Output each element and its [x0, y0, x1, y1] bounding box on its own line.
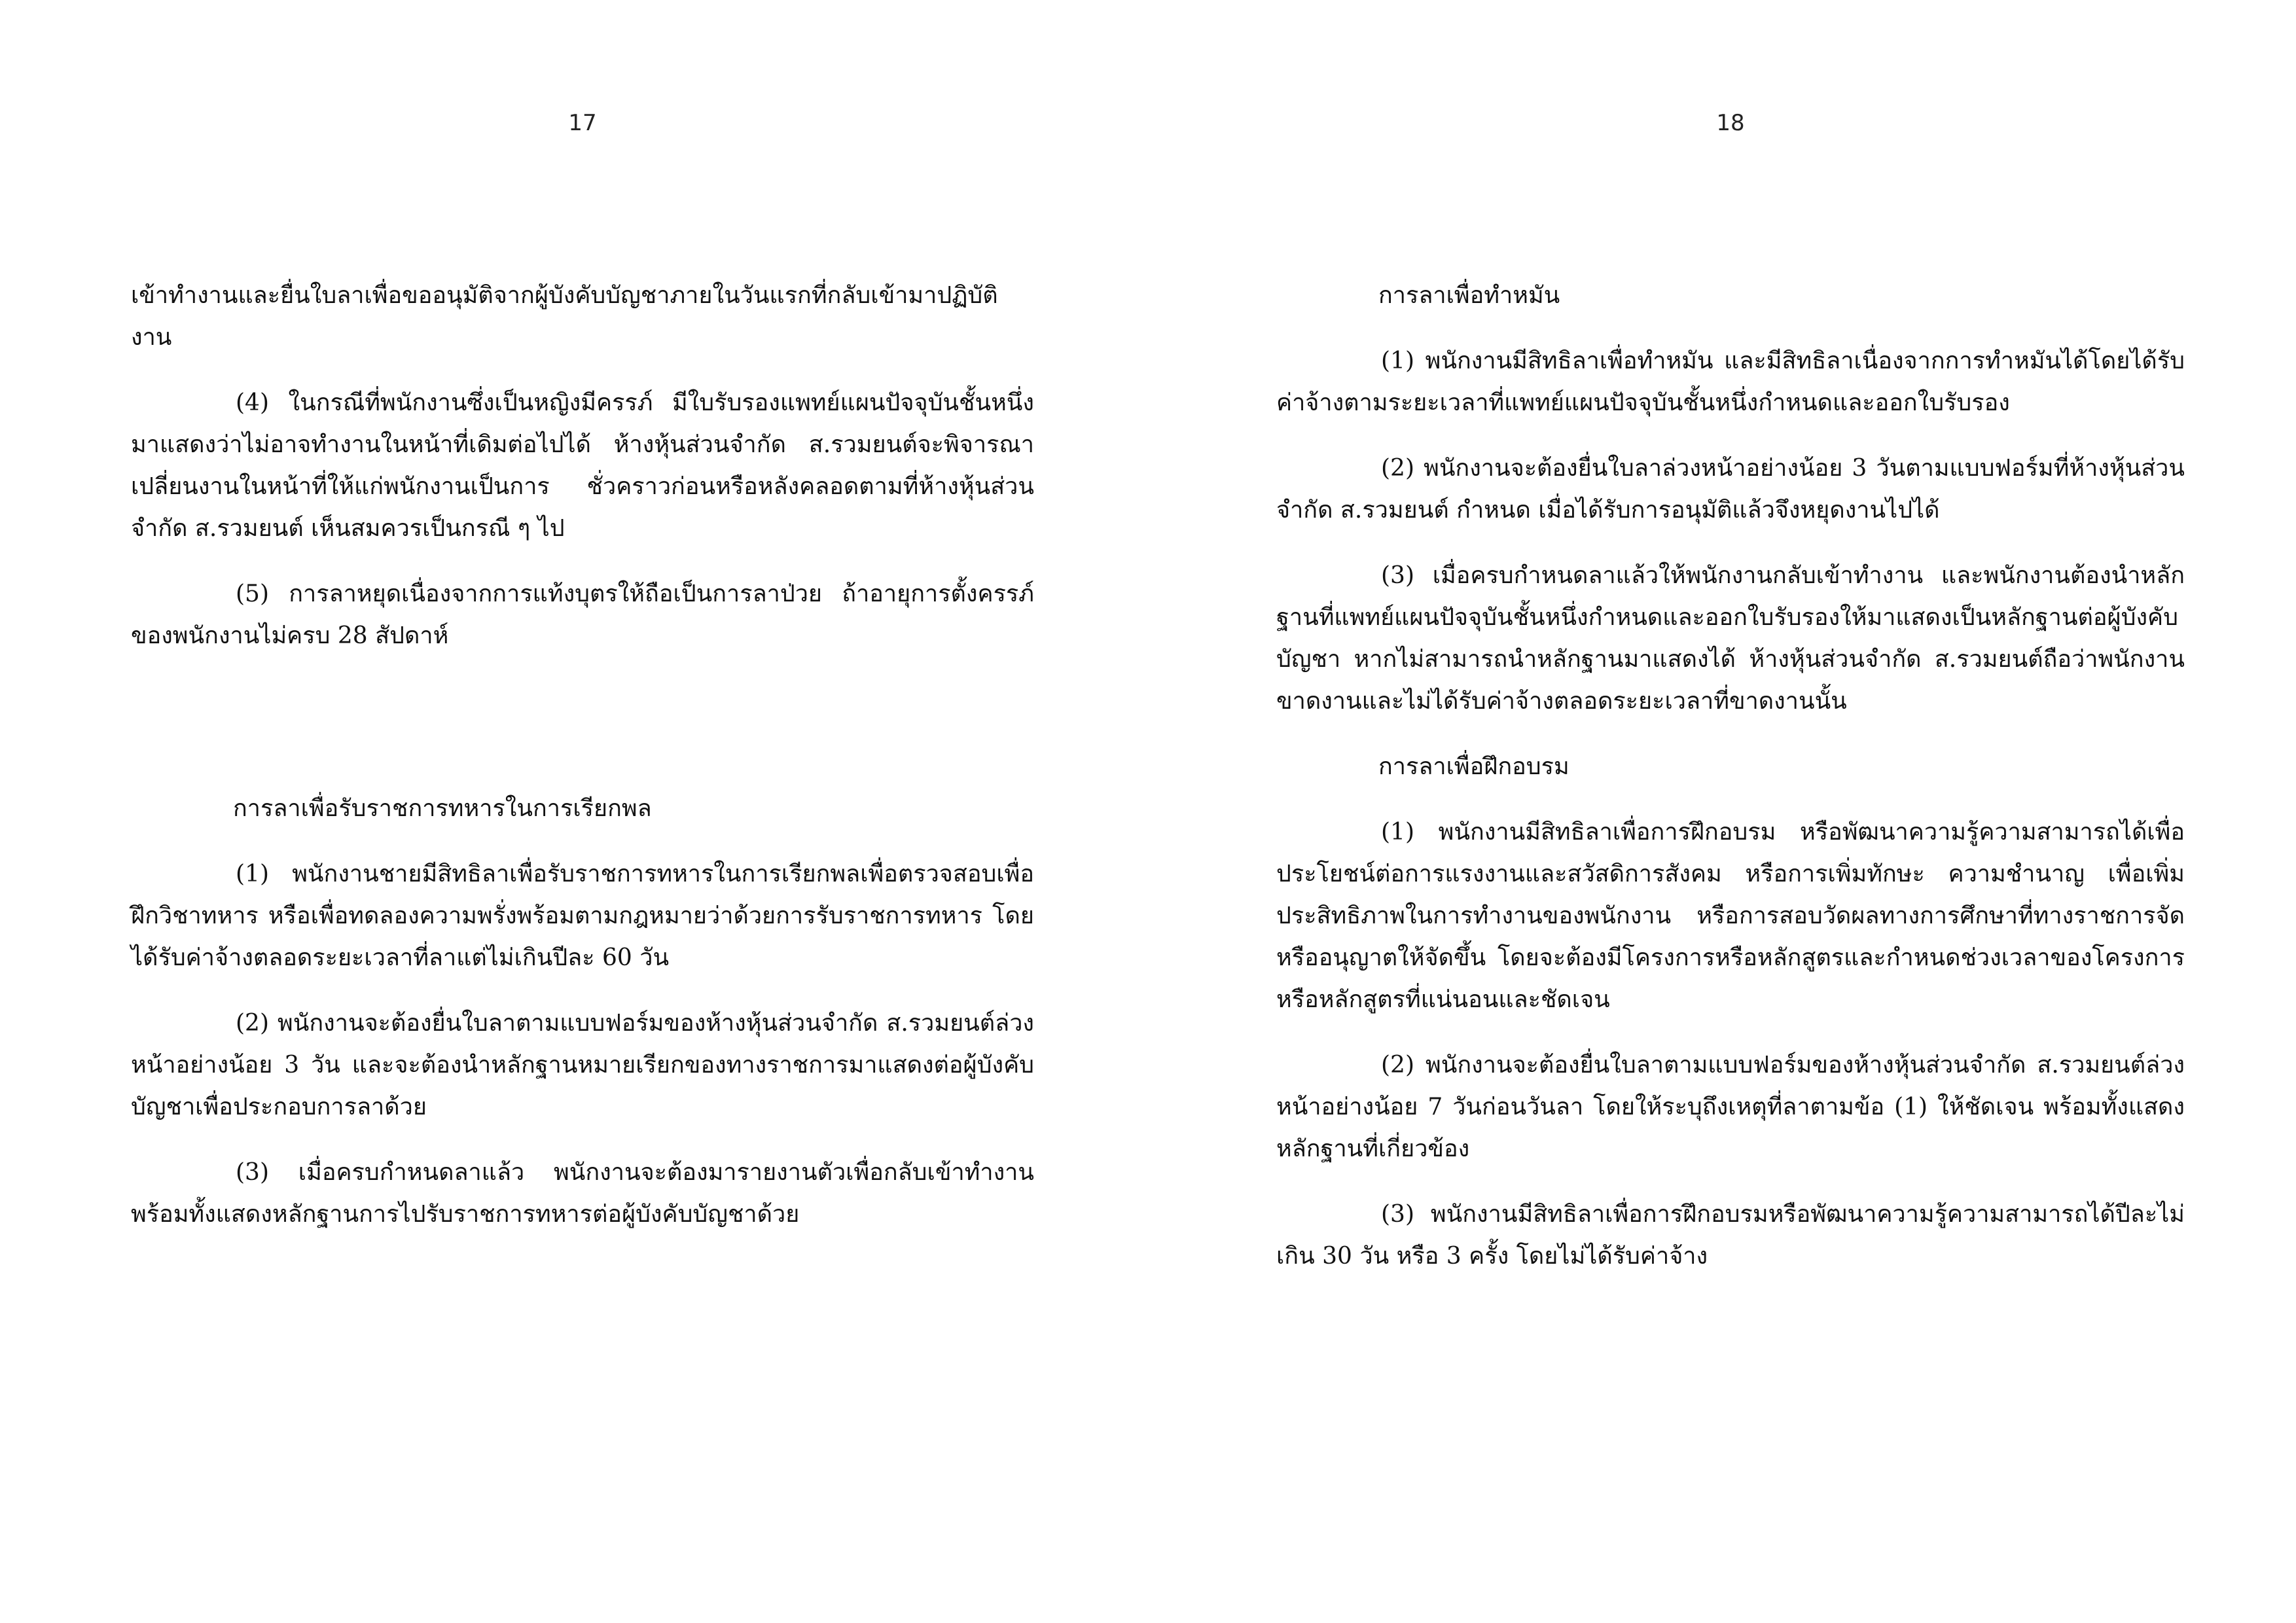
- section-heading-training-leave: การลาเพื่อฝึกอบรม: [1378, 753, 1570, 780]
- section-heading-sterilization-leave: การลาเพื่อทำหมัน: [1378, 282, 1560, 309]
- sterilization-item-2: (2) พนักงานจะต้องยื่นใบลาล่วงหน้าอย่างน้อย 3 วันตามแบบฟอร์มที่ห้างหุ้นส่วนจำกัด ส.รวมยนต์ กำหนด เมื่อได้รับการอนุมัติแล้วจึงหยุดงานไปได้: [1276, 455, 2185, 524]
- sterilization-item-3: (3) เมื่อครบกำหนดลาแล้วให้พนักงานกลับเข้าทำงาน และพนักงานต้องนำหลักฐานที่แพทย์แผนปัจจุบันชั้นหนึ่งกำหนดและออกใบรับรองให้มาแสดงเป็นหลักฐานต่อผู้บังคับบัญชา หากไม่สามารถนำหลักฐานมาแสดงได้ ห้างหุ้นส่วนจำกัด ส.รวมยนต์ถือว่าพนักงานขาดงานและไม่ได้รับค่าจ้างตลอดระยะเวลาที่ขาดงานนั้น: [1276, 562, 2185, 715]
- paragraph-item-5: (5) การลาหยุดเนื่องจากการแท้งบุตรให้ถือเป็นการลาป่วย ถ้าอายุการตั้งครรภ์ของพนักงานไม่ครบ 28 สัปดาห์: [131, 580, 1034, 649]
- training-item-1: (1) พนักงานมีสิทธิลาเพื่อการฝึกอบรม หรือพัฒนาความรู้ความสามารถได้เพื่อประโยชน์ต่อการแรงงานและสวัสดิการสังคม หรือการเพิ่มทักษะ ความชำนาญ เพื่อเพิ่มประสิทธิภาพในการทำงานของพนักงาน หรือการสอบวัดผลทางการศึกษาที่ทางราชการจัดหรืออนุญาตให้จัดขึ้น โดยจะต้องมีโครงการหรือหลักสูตรและกำหนดช่วงเวลาของโครงการหรือหลักสูตรที่แน่นอนและชัดเจน: [1276, 819, 2185, 1013]
- paragraph-item-4: (4) ในกรณีที่พนักงานซึ่งเป็นหญิงมีครรภ์ มีใบรับรองแพทย์แผนปัจจุบันชั้นหนึ่งมาแสดงว่าไม่อาจทำงานในหน้าที่เดิมต่อไปได้ ห้างหุ้นส่วนจำกัด ส.รวมยนต์จะพิจารณาเปลี่ยนงานในหน้าที่ให้แก่พนักงานเป็นการ ชั่วคราวก่อนหรือหลังคลอดตามที่ห้างหุ้นส่วนจำกัด ส.รวมยนต์ เห็นสมควรเป็นกรณี ๆ ไป: [131, 389, 1034, 542]
- military-item-1: (1) พนักงานชายมีสิทธิลาเพื่อรับราชการทหารในการเรียกพลเพื่อตรวจสอบเพื่อฝึกวิชาทหาร หรือเพื่อทดลองความพรั่งพร้อมตามกฎหมายว่าด้วยการรับราชการทหาร โดยได้รับค่าจ้างตลอดระยะเวลาที่ลาแต่ไม่เกินปีละ 60 วัน: [131, 861, 1034, 971]
- page-number-left: 17: [568, 110, 597, 136]
- right-page-content: [1276, 275, 2185, 1277]
- training-item-3: (3) พนักงานมีสิทธิลาเพื่อการฝึกอบรมหรือพัฒนาความรู้ความสามารถได้ปีละไม่เกิน 30 วัน หรือ 3 ครั้ง โดยไม่ได้รับค่าจ้าง: [1276, 1201, 2185, 1270]
- training-item-2: (2) พนักงานจะต้องยื่นใบลาตามแบบฟอร์มของห้างหุ้นส่วนจำกัด ส.รวมยนต์ล่วงหน้าอย่างน้อย 7 วันก่อนวันลา โดยให้ระบุถึงเหตุที่ลาตามข้อ (1) ให้ชัดเจน พร้อมทั้งแสดงหลักฐานที่เกี่ยวข้อง: [1276, 1052, 2185, 1162]
- right-page: [1148, 0, 2296, 1623]
- paragraph-continuation: เข้าทำงานและยื่นใบลาเพื่อขออนุมัติจากผู้บังคับบัญชาภายในวันแรกที่กลับเข้ามาปฏิบัติงาน: [131, 282, 998, 351]
- page-number-right: 18: [1716, 110, 1745, 136]
- military-item-2: (2) พนักงานจะต้องยื่นใบลาตามแบบฟอร์มของห้างหุ้นส่วนจำกัด ส.รวมยนต์ล่วงหน้าอย่างน้อย 3 วัน และจะต้องนำหลักฐานหมายเรียกของทางราชการมาแสดงต่อผู้บังคับบัญชาเพื่อประกอบการลาด้วย: [131, 1010, 1034, 1120]
- military-item-3: (3) เมื่อครบกำหนดลาแล้ว พนักงานจะต้องมารายงานตัวเพื่อกลับเข้าทำงานพร้อมทั้งแสดงหลักฐานการไปรับราชการทหารต่อผู้บังคับบัญชาด้วย: [131, 1159, 1034, 1228]
- left-page-content: [131, 275, 1034, 1236]
- sterilization-item-1: (1) พนักงานมีสิทธิลาเพื่อทำหมัน และมีสิทธิลาเนื่องจากการทำหมันได้โดยได้รับค่าจ้างตามระยะเวลาที่แพทย์แผนปัจจุบันชั้นหนึ่งกำหนดและออกใบรับรอง: [1276, 348, 2185, 416]
- section-heading-military-leave: การลาเพื่อรับราชการทหารในการเรียกพล: [233, 795, 652, 822]
